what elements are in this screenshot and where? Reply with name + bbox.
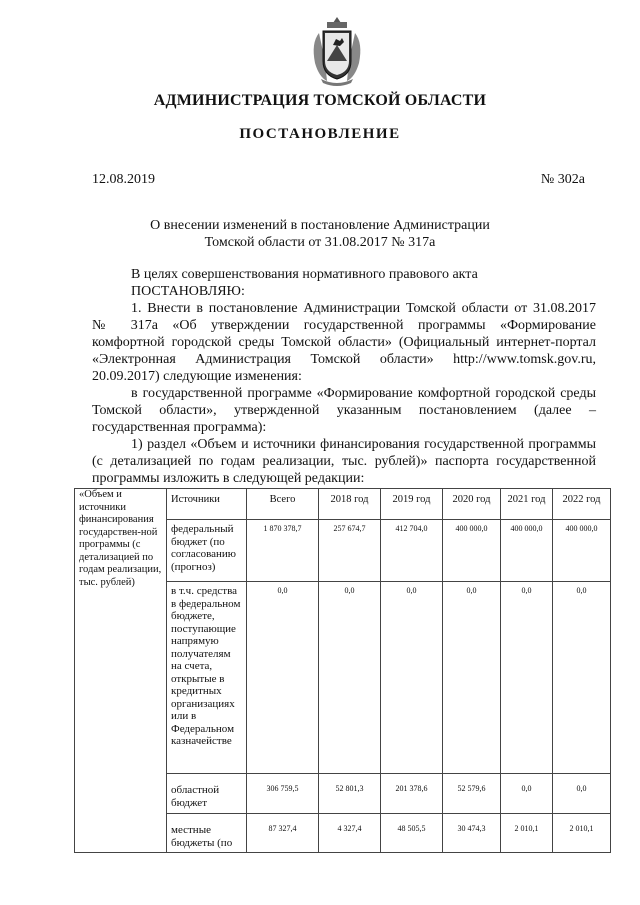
organization-title: АДМИНИСТРАЦИЯ ТОМСКОЙ ОБЛАСТИ — [153, 92, 487, 109]
resolution-keyword: ПОСТАНОВЛЯЮ: — [131, 284, 245, 299]
item-line: комфортной городской среды Томской области» (Официальный интернет-портал — [92, 335, 596, 350]
table-value-cell: 257 674,7 — [319, 520, 381, 582]
table-value-cell: 1 870 378,7 — [247, 520, 319, 582]
table-value-cell: 0,0 — [443, 582, 501, 774]
body-paragraph — [92, 266, 596, 487]
table-value-cell: 306 759,5 — [247, 774, 319, 814]
document-subject — [0, 217, 640, 251]
item-line: 20.09.2017) следующие изменения: — [92, 369, 302, 384]
item-line: государственная программа): — [92, 420, 267, 435]
table-source-cell: областной бюджет — [167, 774, 247, 814]
table-value-cell: 52 801,3 — [319, 774, 381, 814]
financing-table — [74, 488, 611, 853]
subject-line: О внесении изменений в постановление Администрации — [150, 218, 490, 233]
item-line: 1) раздел «Объем и источники финансирования государственной программы — [131, 437, 596, 452]
document-date: 12.08.2019 — [92, 172, 155, 187]
table-value-cell: 0,0 — [247, 582, 319, 774]
table-header-cell: 2019 год — [381, 489, 443, 520]
table-value-cell: 0,0 — [553, 774, 611, 814]
table-header-cell: 2022 год — [553, 489, 611, 520]
table-header-cell: 2020 год — [443, 489, 501, 520]
table-value-cell: 2 010,1 — [553, 814, 611, 853]
table-value-cell: 412 704,0 — [381, 520, 443, 582]
table-value-cell: 400 000,0 — [553, 520, 611, 582]
table-value-cell: 2 010,1 — [501, 814, 553, 853]
table-row-label: «Объем и источники финансирования государствен-ной программы (с детализацией по годам реализации, тыс. рублей) — [75, 489, 167, 853]
table-value-cell: 0,0 — [381, 582, 443, 774]
item-line: программы изложить в следующей редакции: — [92, 471, 365, 486]
table-value-cell: 201 378,6 — [381, 774, 443, 814]
table-value-cell: 0,0 — [553, 582, 611, 774]
table-header-cell: Всего — [247, 489, 319, 520]
table-value-cell: 4 327,4 — [319, 814, 381, 853]
item-line: 1. Внести в постановление Администрации Томской области от 31.08.2017 — [131, 301, 596, 316]
item-line: (с детализацией по годам реализации, тыс. рублей)» паспорта государственной — [92, 454, 596, 469]
item-line: в государственной программе «Формирование комфортной городской среды — [131, 386, 596, 401]
table-source-cell: федеральный бюджет (по согласованию (прогноз) — [167, 520, 247, 582]
table-source-cell: в т.ч. средства в федеральном бюджете, поступающие напрямую получателям на счета, открытые в кредитных организациях или в Федеральном казначействе — [167, 582, 247, 774]
document-number: № 302а — [540, 172, 585, 187]
table-value-cell: 87 327,4 — [247, 814, 319, 853]
item-line: «Электронная Администрация Томской области» http://www.tomsk.gov.ru, — [92, 352, 596, 367]
table-value-cell: 0,0 — [319, 582, 381, 774]
table-value-cell: 30 474,3 — [443, 814, 501, 853]
table-value-cell: 48 505,5 — [381, 814, 443, 853]
table-header-row — [75, 489, 611, 520]
document-type: ПОСТАНОВЛЕНИЕ — [239, 126, 401, 142]
table-value-cell: 52 579,6 — [443, 774, 501, 814]
item-line: № 317а «Об утверждении государственной программы «Формирование — [92, 318, 596, 333]
table-value-cell: 400 000,0 — [501, 520, 553, 582]
coat-of-arms-icon — [309, 15, 365, 89]
table-header-cell: Источники — [167, 489, 247, 520]
table-header-cell: 2018 год — [319, 489, 381, 520]
table-source-cell: местные бюджеты (по — [167, 814, 247, 853]
item-line: Томской области», утвержденной указанным постановлением (далее – — [92, 403, 596, 418]
preamble: В целях совершенствования нормативного правового акта — [131, 267, 478, 282]
subject-line: Томской области от 31.08.2017 № 317а — [204, 235, 436, 250]
table-header-cell: 2021 год — [501, 489, 553, 520]
table-value-cell: 0,0 — [501, 582, 553, 774]
table-value-cell: 0,0 — [501, 774, 553, 814]
table-value-cell: 400 000,0 — [443, 520, 501, 582]
